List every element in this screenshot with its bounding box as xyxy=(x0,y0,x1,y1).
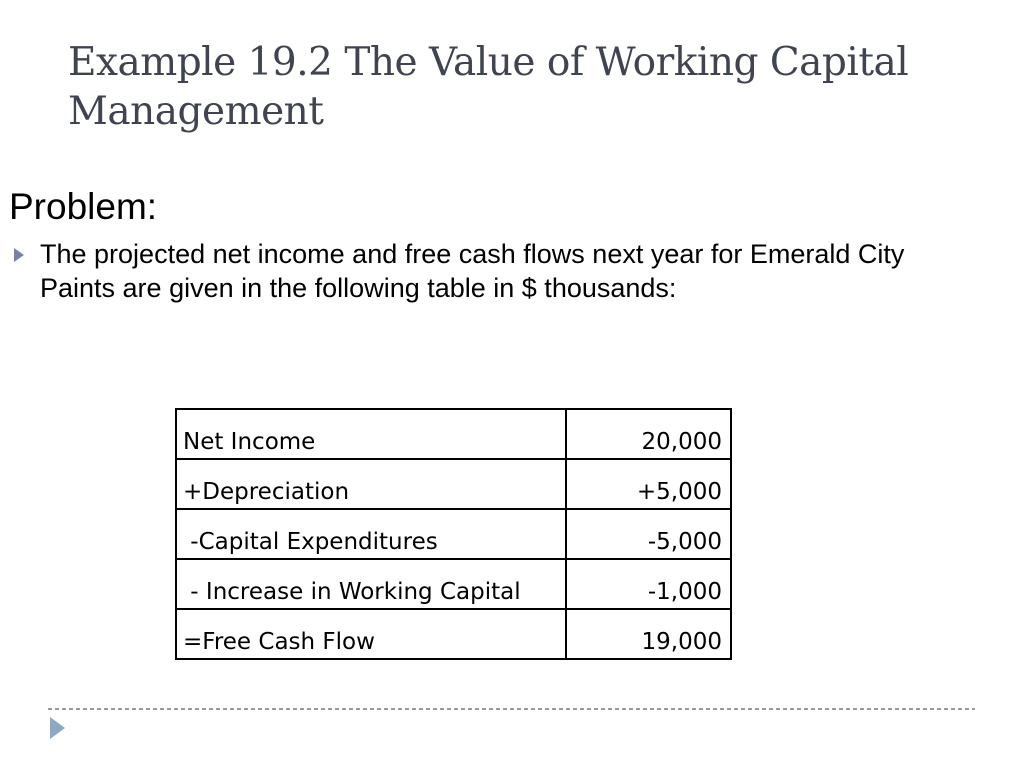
row-label-cell: - Increase in Working Capital xyxy=(176,559,566,609)
table-row xyxy=(176,559,731,609)
row-value-cell: -1,000 xyxy=(566,559,731,609)
bullet-arrow-icon xyxy=(14,248,24,262)
table-row xyxy=(176,509,731,559)
row-value-cell: 20,000 xyxy=(566,409,731,459)
row-label-cell: -Capital Expenditures xyxy=(176,509,566,559)
table-body xyxy=(176,409,731,659)
table-row xyxy=(176,609,731,659)
footer-arrow-icon xyxy=(50,717,65,739)
row-label-cell: +Depreciation xyxy=(176,459,566,509)
row-value-cell: +5,000 xyxy=(566,459,731,509)
table-row xyxy=(176,409,731,459)
free-cash-flow-table xyxy=(175,408,732,660)
row-value-cell: 19,000 xyxy=(566,609,731,659)
slide-title: Example 19.2 The Value of Working Capital Management xyxy=(68,40,909,134)
table-row xyxy=(176,459,731,509)
row-label-cell: Net Income xyxy=(176,409,566,459)
bullet-text: The projected net income and free cash flows next year for Emerald City Paints are given in the following table in $ thousands: xyxy=(40,239,905,303)
row-label-cell: =Free Cash Flow xyxy=(176,609,566,659)
footer-dashed-divider xyxy=(48,708,975,710)
row-value-cell: -5,000 xyxy=(566,509,731,559)
problem-heading: Problem: xyxy=(9,186,158,227)
